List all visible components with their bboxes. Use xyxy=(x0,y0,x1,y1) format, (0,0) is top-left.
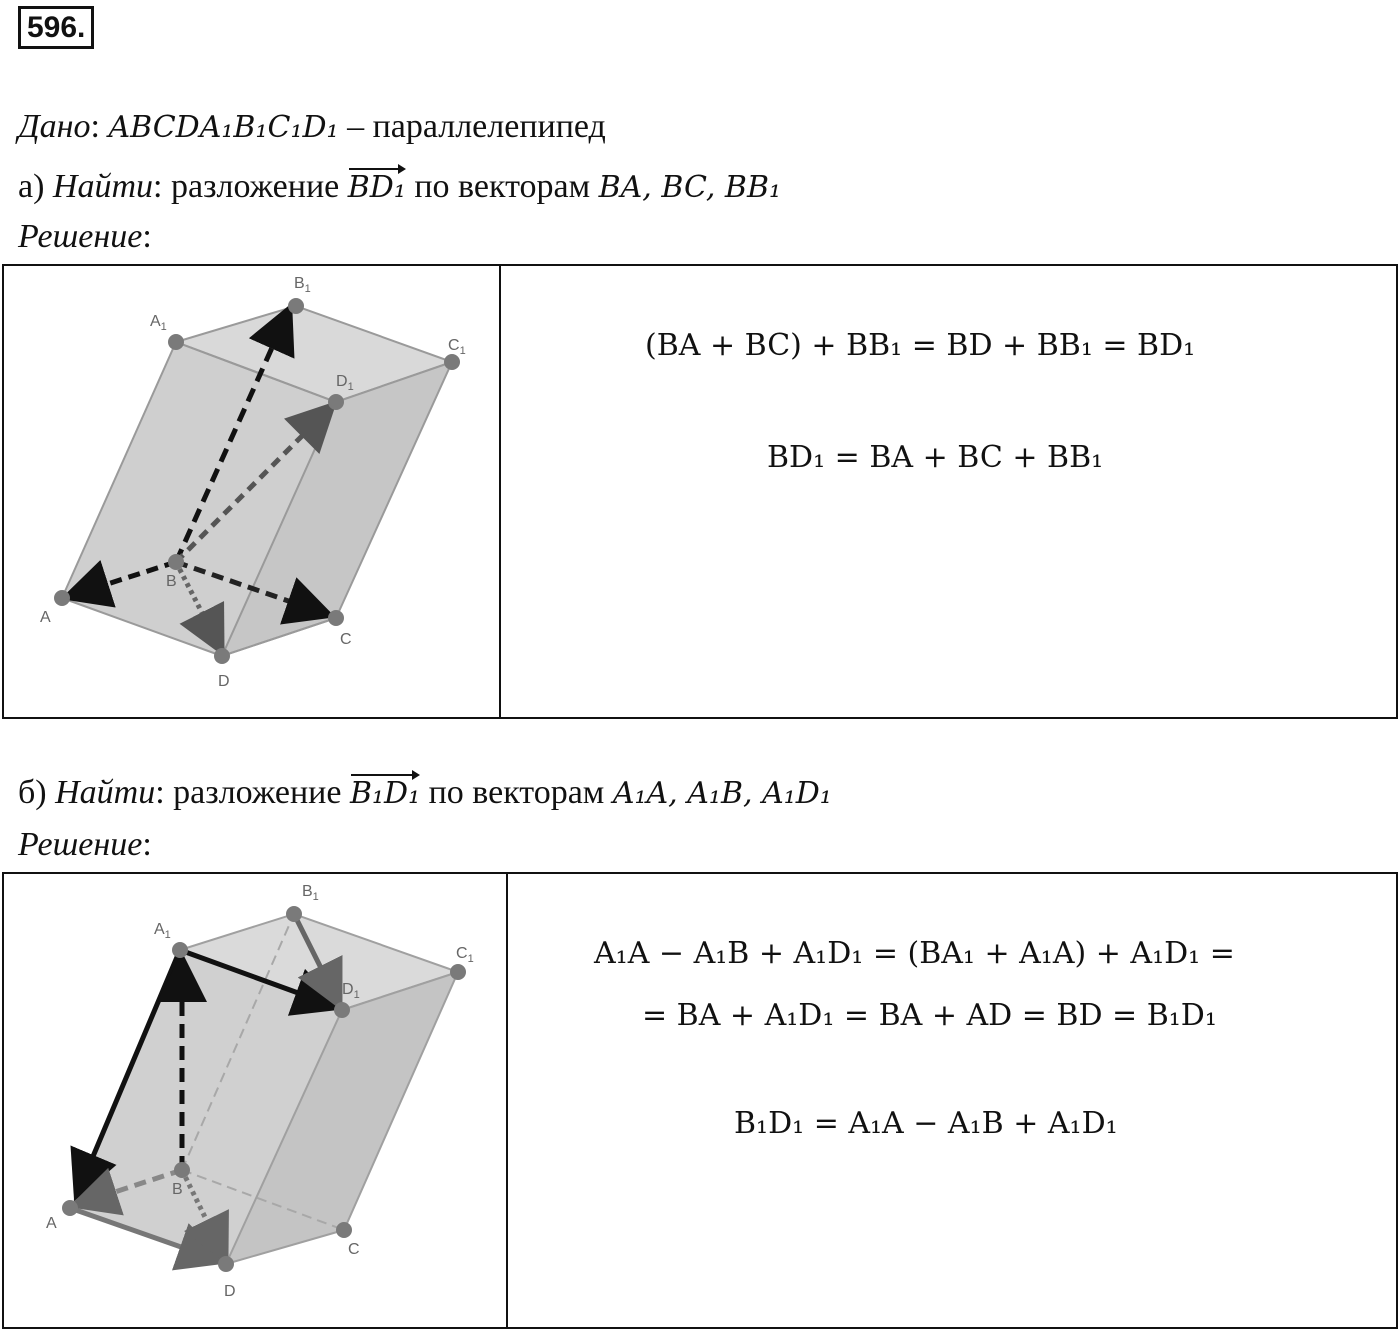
part-b-task xyxy=(18,772,832,812)
label-C1: $C_1$ xyxy=(456,945,474,965)
point-A1 xyxy=(168,334,184,350)
point-D1 xyxy=(334,1002,350,1018)
point-A1 xyxy=(172,942,188,958)
point-C xyxy=(336,1222,352,1238)
part-b-figure-cell xyxy=(3,873,507,1328)
part-b-basis: A₁A, A₁B, A₁D₁ xyxy=(612,776,832,811)
given-line xyxy=(18,108,606,146)
label-A1: $A_1$ xyxy=(154,921,171,941)
part-b-equation-3: B₁D₁ = A₁A − A₁B + A₁D₁ xyxy=(734,1106,1118,1141)
part-a-target-vector: BD₁ xyxy=(348,166,406,205)
point-B1 xyxy=(286,906,302,922)
point-A xyxy=(54,590,70,606)
part-a-figure-cell xyxy=(3,265,500,718)
given-colon: : xyxy=(90,108,100,145)
part-a-equation-1: (BA + BC) + BB₁ = BD + BB₁ = BD₁ xyxy=(645,328,1196,363)
given-figure: ABCDA₁B₁C₁D₁ xyxy=(108,110,339,145)
part-a-solution-label: Решение: xyxy=(18,218,152,255)
part-a-equation-2: BD₁ = BA + BC + BB₁ xyxy=(767,440,1104,475)
part-b-equation-2: = BA + A₁D₁ = BA + AD = BD = B₁D₁ xyxy=(642,998,1217,1033)
label-A1: $A_1$ xyxy=(150,313,167,333)
part-b-parallelepiped-figure xyxy=(4,874,506,1322)
point-B1 xyxy=(288,298,304,314)
part-b-find-label: Найти xyxy=(55,774,156,811)
given-text: – параллелепипед xyxy=(347,108,606,145)
part-a-text-1: : разложение xyxy=(153,168,340,205)
point-C xyxy=(328,610,344,626)
label-B1: $B_1$ xyxy=(294,275,311,295)
given-label: Дано xyxy=(18,108,91,145)
part-b-text-1: : разложение xyxy=(155,774,342,811)
part-b-text-2: по векторам xyxy=(428,774,605,811)
part-b-equations-cell xyxy=(507,873,1397,1328)
label-B: B xyxy=(172,1181,183,1198)
part-b-solution-label: Решение: xyxy=(18,826,152,863)
point-B xyxy=(168,554,184,570)
label-D1: $D_1$ xyxy=(336,373,354,393)
point-A xyxy=(62,1200,78,1216)
part-a-parallelepiped-figure xyxy=(4,266,499,712)
label-D: D xyxy=(218,673,230,690)
label-D1: $D_1$ xyxy=(342,981,360,1001)
part-b-target-vector: B₁D₁ xyxy=(350,772,420,811)
point-D xyxy=(214,648,230,664)
point-B xyxy=(174,1162,190,1178)
label-C: C xyxy=(340,631,352,648)
part-a-prefix: а) xyxy=(18,168,45,205)
point-C1 xyxy=(444,354,460,370)
label-B1: $B_1$ xyxy=(302,883,319,903)
part-a-solution-box xyxy=(2,264,1398,719)
label-D: D xyxy=(224,1283,236,1300)
part-b-solution-box xyxy=(2,872,1398,1329)
label-A: A xyxy=(46,1215,57,1232)
point-D xyxy=(218,1256,234,1272)
label-C: C xyxy=(348,1241,360,1258)
part-a-find-label: Найти xyxy=(52,168,154,205)
point-D1 xyxy=(328,394,344,410)
point-C1 xyxy=(450,964,466,980)
label-C1: $C_1$ xyxy=(448,337,466,357)
part-a-text-2: по векторам xyxy=(414,168,591,205)
part-a-basis: BA, BC, BB₁ xyxy=(598,170,782,205)
part-a-task xyxy=(18,166,781,206)
label-B: B xyxy=(166,573,177,590)
part-a-equations-cell xyxy=(500,265,1397,718)
part-b-prefix: б) xyxy=(18,774,47,811)
problem-number: 596. xyxy=(18,6,94,49)
label-A: A xyxy=(40,609,51,626)
part-b-equation-1: A₁A − A₁B + A₁D₁ = (BA₁ + A₁A) + A₁D₁ = xyxy=(594,936,1235,971)
